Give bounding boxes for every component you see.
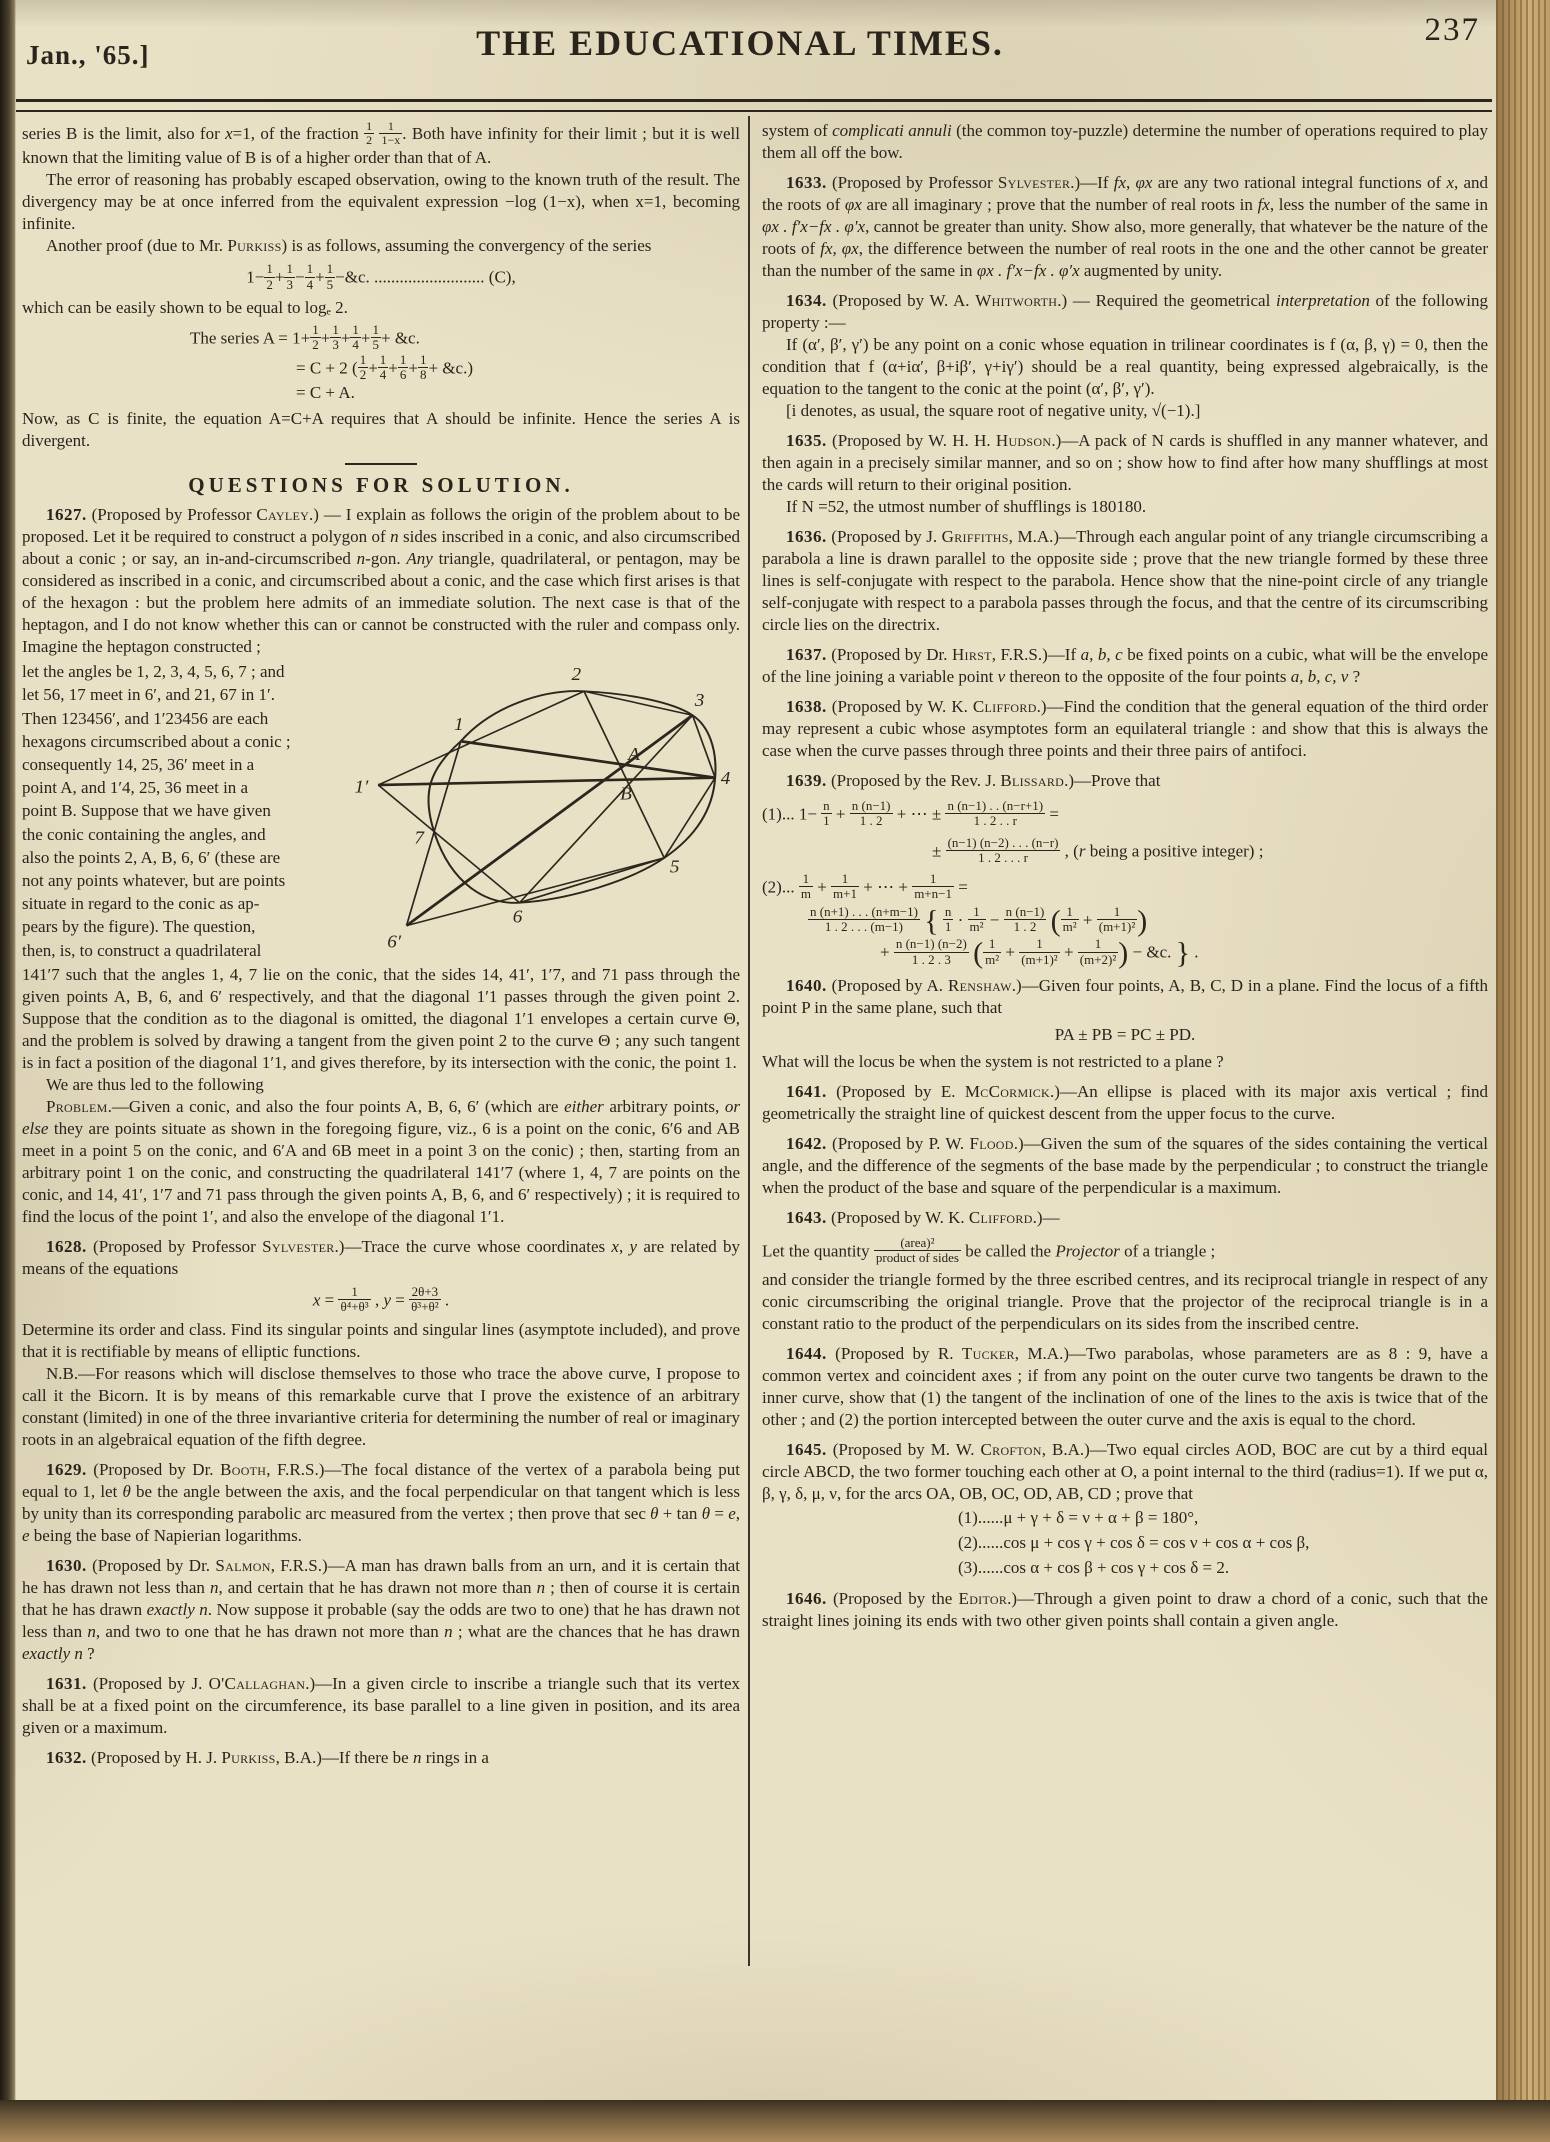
italic-text: Any xyxy=(406,549,433,569)
fraction: $\frac{1}{3}$ xyxy=(332,321,339,353)
problem-label: Problem xyxy=(46,1096,108,1116)
italic-text: n xyxy=(87,1622,96,1642)
question-1635 xyxy=(762,430,1488,496)
fraction: $\frac{n (n-1)}{1 . 2}$ xyxy=(851,798,891,829)
question-number: 1633. xyxy=(786,173,827,192)
journal-title: THE EDUCATIONAL TIMES. xyxy=(476,23,1004,63)
italic-text: e xyxy=(728,1504,736,1524)
issue-date: Jan., '65.] xyxy=(26,40,150,70)
italic-text: fx xyxy=(1113,173,1127,192)
fraction: $\frac{n (n-1) . . (n-r+1)}{1 . 2 . . r}$ xyxy=(947,798,1044,829)
question-1631 xyxy=(22,1673,740,1739)
equation-1639-2c: + $\frac{n (n-1) (n-2)}{1 . 2 . 3}$ ( $\frac{1}{\text{m²}}$ + $\frac{1}{\text{(m+1)²}}$ + $\frac{1}{\text{(m+2)²}}$ ) − &c. } . xyxy=(880,936,1199,970)
fraction: $\frac{1}{\text{θ⁴+θ³}}$ xyxy=(340,1283,369,1315)
proposer-name: Whitworth xyxy=(975,291,1058,310)
fraction: $\frac{n (n-1) (n-2)}{1 . 2 . 3}$ xyxy=(895,936,967,967)
question-text: A man has drawn balls from an urn, and it is certain that he has drawn not less than n, and certain that he has drawn not more than n ; then of course it is certain that he has drawn exactly n. Now suppose it probable (say the odds are two to one) that he has drawn not less than n, and two to one that he has drawn not more than n ; what are the chances that he has drawn exactly n ? xyxy=(22,1556,740,1664)
figure-label-4: 4 xyxy=(720,768,731,788)
proposer-name: Cayley xyxy=(256,505,310,525)
proposer-prefix: (Proposed by Dr. xyxy=(826,645,952,664)
question-number: 1644. xyxy=(786,1343,827,1363)
proposer-name: McCormick xyxy=(964,1081,1051,1101)
line-2-5 xyxy=(584,691,664,858)
line-3-4 xyxy=(693,715,716,778)
equation-1640: PA ± PB = PC ± PD. xyxy=(1054,1024,1196,1044)
intro-p3-pre: Another proof (due to Mr. xyxy=(46,236,228,256)
italic-text: v xyxy=(997,667,1006,686)
figure-label-1-prime: 1′ xyxy=(354,777,369,797)
fraction: $\frac{n}{1}$ xyxy=(823,798,830,829)
question-text: Trace the curve whose coordinates x, y are related by means of the equations xyxy=(22,1236,741,1278)
question-text: Given the sum of the squares of the sides containing the vertical angle, and the difference of the segments of the base made by the perpendicular ; to construct the triangle when the product of the base and square of the perpendicular is a maximum. xyxy=(762,1133,1488,1197)
italic-text: x xyxy=(611,1236,619,1256)
proposer-name: Sylvester xyxy=(262,1236,335,1256)
fraction: $\frac{(n-1) (n-2) . . . (n-r)}{1 . 2 . . . r}$ xyxy=(947,834,1059,865)
fraction: $\frac{1}{4}$ xyxy=(352,321,359,353)
italic-text: or else xyxy=(22,1096,740,1138)
proposer-prefix: (Proposed by Professor xyxy=(86,1236,263,1256)
header-rule xyxy=(16,99,1492,112)
proposer-suffix: .)— xyxy=(1032,1207,1060,1227)
fraction: $\frac{1}{2}$ xyxy=(359,351,367,382)
intro-p3-post: ) is as follows, assuming the convergency of the series xyxy=(281,236,652,256)
figure-label-B: B xyxy=(620,784,632,804)
italic-text: complicati annuli xyxy=(832,121,952,140)
series-c-equation: 1− $\frac{1}{2}$ + $\frac{1}{3}$ − $\frac{1}{4}$ + $\frac{1}{5}$ −&c. .......................... (C), xyxy=(246,261,516,292)
question-number: 1641. xyxy=(786,1081,827,1101)
fraction: $\frac{1}{\text{m²}}$ xyxy=(985,936,1000,967)
figure-side-line: let the angles be 1, 2, 3, 4, 5, 6, 7 ; and xyxy=(22,662,285,682)
proposer-prefix: (Proposed by A. xyxy=(826,975,948,995)
fraction: $\frac{1}{m+1}$ xyxy=(833,871,857,902)
question-text: If there be n rings in a xyxy=(338,1748,489,1768)
question-1628-nb: N.B.—For reasons which will disclose themselves to those who trace the above curve, I propose to call it the Bicorn. It is by means of this remarkable curve that I prove the existence of an arbitrary constant (limited) in one of the three invariantive criteria for determining the number of real or imaginary roots in an algebraical equation of the fifth degree. xyxy=(22,1364,740,1450)
proposer-prefix: (Proposed by W. H. H. xyxy=(826,431,996,450)
series-a-block xyxy=(190,323,740,404)
question-number: 1627. xyxy=(46,505,87,525)
proposer-suffix: .) — xyxy=(309,505,346,525)
figure-side-line: Then 123456′, and 1′23456 are each xyxy=(22,708,269,728)
italic-text: Projector xyxy=(1055,1241,1120,1261)
question-1634 xyxy=(762,290,1488,334)
section-heading: QUESTIONS FOR SOLUTION. xyxy=(188,473,574,498)
question-1643-continuation: and consider the triangle formed by the three escribed centres, and its reciprocal triangle in respect of any conic circumscribing the original triangle. Prove that the projector of the reciprocal triangle is in a constant ratio to the product of the perpendiculars on its sides from the inscribed centre. xyxy=(762,1269,1488,1333)
proposer-suffix: , F.R.S.)— xyxy=(991,645,1065,664)
question-text: Prove that xyxy=(1091,771,1161,790)
question-1638 xyxy=(762,696,1488,762)
question-1637 xyxy=(762,644,1488,688)
question-1634-note: [i denotes, as usual, the square root of negative unity, √(−1).] xyxy=(786,401,1201,420)
italic-text: θ xyxy=(650,1504,659,1524)
question-text: Required the geometrical interpretation of the following property :— xyxy=(762,291,1488,332)
big-delimiter: ) xyxy=(1118,936,1129,970)
proposer-name: Blissard xyxy=(1000,771,1065,790)
proposer-prefix: (Proposed by M. W. xyxy=(826,1439,981,1459)
question-1646 xyxy=(762,1588,1488,1632)
figure-side-line: hexagons circumscribed about a conic ; xyxy=(22,731,291,751)
proposer-suffix: .)— xyxy=(1050,1081,1077,1101)
intro-paragraph-1: series B is the limit, also for x=1, of the fraction $\frac{1}{2}$ $\frac{1}{1-x}$ . Both have infinity for their limit ; but it is well known that the limiting value of B is of a higher order than that of A. xyxy=(22,119,740,168)
series-a-line-3: = C + A. xyxy=(296,383,355,403)
fraction: $\frac{n}{1}$ xyxy=(944,903,952,935)
big-delimiter: ( xyxy=(973,936,984,970)
question-number: 1636. xyxy=(786,527,827,546)
figure-side-line: let 56, 17 meet in 6′, and 21, 67 in 1′. xyxy=(22,685,275,705)
question-number: 1629. xyxy=(46,1460,87,1480)
proposer-suffix: , M.A.)— xyxy=(1014,1343,1086,1363)
italic-text: y xyxy=(383,1290,391,1310)
proposer-name: Clifford xyxy=(968,1207,1033,1227)
proposer-name: Renshaw xyxy=(947,975,1012,995)
fraction: $\frac{1}{2}$ xyxy=(312,321,319,353)
proposer-name: Salmon xyxy=(215,1556,271,1576)
italic-text: φx . f′x−fx . φ′x xyxy=(976,261,1080,280)
proposer-prefix: (Proposed by W. K. xyxy=(826,697,973,716)
figure-label-2: 2 xyxy=(571,664,582,684)
fraction: $\frac{1}{m+n-1}$ xyxy=(914,871,952,902)
intro-paragraph-3 xyxy=(22,235,740,257)
proposer-name: Clifford xyxy=(972,697,1037,716)
question-text: A pack of N cards is shuffled in any manner whatever, and then again in a precisely similar manner, and so on ; show how to find after how many shufflings at most the cards will return to their original position. xyxy=(762,431,1488,494)
question-number: 1637. xyxy=(786,645,827,664)
fraction: $\frac{n (n-1)}{1 . 2}$ xyxy=(1005,903,1045,935)
proposer-suffix: , B.A.)— xyxy=(1041,1439,1107,1459)
figure-label-1: 1 xyxy=(454,714,464,734)
italic-text: a, b, c xyxy=(1080,645,1123,664)
question-1633 xyxy=(762,172,1488,282)
italic-text: n xyxy=(444,1622,453,1642)
figure-side-line: pears by the figure). The question, xyxy=(22,917,256,937)
question-number: 1639. xyxy=(786,771,827,790)
italic-text: x xyxy=(312,1290,321,1310)
italic-text: r xyxy=(1078,841,1086,861)
question-1640 xyxy=(762,975,1488,1019)
question-1630 xyxy=(22,1555,740,1665)
proposer-name: Crofton xyxy=(980,1439,1042,1459)
italic-text: x xyxy=(1446,173,1454,192)
question-number: 1643. xyxy=(786,1207,827,1227)
column-divider xyxy=(748,116,750,1966)
fraction: $\frac{1}{\text{m²}}$ xyxy=(1062,903,1077,935)
question-number: 1646. xyxy=(786,1588,827,1608)
equation-1645-1: (1)......μ + γ + δ = ν + α + β = 180°, xyxy=(958,1507,1199,1527)
proposer-name: Hudson xyxy=(995,431,1052,450)
proposer-name: Griffiths xyxy=(941,527,1009,546)
intro-log-line: which can be easily shown to be equal to logₑ 2. xyxy=(22,297,348,317)
question-1627 xyxy=(22,504,740,658)
proposer-name: Sylvester xyxy=(997,173,1071,192)
big-delimiter: ) xyxy=(1137,904,1148,938)
book-spine-edge xyxy=(0,0,16,2142)
proposer-prefix: (Proposed by the xyxy=(826,1588,959,1608)
fraction: $\frac{1}{6}$ xyxy=(399,351,407,382)
left-column xyxy=(22,120,740,1769)
fraction: $\frac{1}{\text{(m+1)²}}$ xyxy=(1021,936,1058,967)
proposer-suffix: .)— xyxy=(1064,771,1092,790)
fraction: $\frac{2\theta+3}{\text{θ³+θ²}}$ xyxy=(411,1283,439,1315)
question-number: 1630. xyxy=(46,1556,87,1576)
italic-text: x xyxy=(225,123,233,143)
italic-text: n xyxy=(536,1578,546,1598)
proposer-prefix: (Proposed by W. K. xyxy=(826,1207,969,1227)
question-number: 1645. xyxy=(786,1439,827,1459)
proposer-suffix: .)— xyxy=(305,1674,333,1694)
question-text: If a, b, c be fixed points on a cubic, what will be the envelope of the line joining a variable point v thereon to the opposite of the four points a, b, c, v ? xyxy=(762,645,1489,686)
proposer-prefix: (Proposed by Dr. xyxy=(86,1556,216,1576)
figure-label-5: 5 xyxy=(669,857,680,877)
proposer-suffix: .)— xyxy=(1011,975,1039,995)
proposer-suffix: , M.A.)— xyxy=(1008,527,1077,546)
series-a-line-2: = C + 2 ( $\frac{1}{2}$ + $\frac{1}{4}$ + $\frac{1}{6}$ + $\frac{1}{8}$ + &c.) xyxy=(296,351,473,382)
italic-text: exactly n xyxy=(22,1644,83,1664)
question-1632 xyxy=(22,1747,740,1769)
figure-label-6: 6 xyxy=(512,907,523,927)
question-text: An ellipse is placed with its major axis vertical ; find geometrically the straight line of quickest descent from the upper focus to the curve. xyxy=(762,1081,1489,1123)
question-text: Through each angular point of any triangle circumscribing a parabola a line is drawn parallel to the opposite side ; prove that the new triangle formed by these three lines is self-conjugate with respect to the parabola. Hence show that the nine-point circle of any triangle self-conjugate with respect to a parabola passes through the focus, and that the centre of its circumscribing circle lies on the directrix. xyxy=(762,527,1488,634)
proposer-prefix: (Proposed by J. xyxy=(86,1674,209,1694)
question-1642 xyxy=(762,1133,1488,1199)
question-1628-continuation: Determine its order and class. Find its singular points and singular lines (asymptote included), and prove that it is rectifiable by means of elliptic functions. xyxy=(22,1320,740,1362)
fraction: $\frac{n (n+1) . . . (n+m-1)}{1 . 2 . . . (m-1)}$ xyxy=(810,903,918,935)
equation-1639-2a: (2)... $\frac{1}{m}$ + $\frac{1}{m+1}$ + ⋯ + $\frac{1}{m+n-1}$ = xyxy=(762,871,968,902)
line-2-3 xyxy=(584,691,693,715)
fraction: $\frac{1}{4}$ xyxy=(379,351,387,382)
figure-side-line: point B. Suppose that we have given xyxy=(22,801,271,821)
proposer-prefix: (Proposed by H. J. xyxy=(86,1748,222,1768)
conic-heptagon-figure xyxy=(350,660,740,960)
fraction: $\frac{1}{\text{(m+1)²}}$ xyxy=(1098,903,1136,935)
question-text: Two equal circles AOD, BOC are cut by a third equal circle ABCD, the two former touching each other at O, a point internal to the third (radius=1). If we put α, β, γ, δ, μ, ν, for the arcs OA, OB, OC, OD, AB, CD ; prove that xyxy=(762,1439,1489,1503)
fraction: $\frac{\text{(area)²}}{\text{product of sides}}$ xyxy=(875,1234,959,1266)
italic-text: y xyxy=(629,1236,638,1256)
equation-1639-1b: ± $\frac{(n-1) (n-2) . . . (n-r)}{1 . 2 . . . r}$ , (r being a positive integer) ; xyxy=(932,834,1264,865)
italic-text: exactly n xyxy=(146,1600,208,1620)
proposer-name: Booth xyxy=(220,1460,267,1480)
series-a-line-1: The series A = 1+ $\frac{1}{2}$ + $\frac{1}{3}$ + $\frac{1}{4}$ + $\frac{1}{5}$ + &c. xyxy=(190,321,420,353)
italic-text: e xyxy=(22,1526,30,1546)
italic-text: φx . f′x−fx . φ′x xyxy=(762,217,866,236)
question-1643-definition: Let the quantity $\frac{\text{(area)²}}{\text{product of sides}}$ be called the Projector of a triangle ; xyxy=(762,1234,1216,1266)
question-1635-note: If N =52, the utmost number of shufflings is 180180. xyxy=(786,497,1147,516)
figure-side-line: situate in regard to the conic as ap- xyxy=(22,894,260,914)
page-number: 237 xyxy=(1424,12,1480,48)
intro-paragraph-2: The error of reasoning has probably escaped observation, owing to the known truth of the result. The divergency may be at once inferred from the equivalent expression −log (1−x), when x=1, becoming infinite. xyxy=(22,170,740,234)
question-1641 xyxy=(762,1081,1488,1125)
question-1634-body: If (α′, β′, γ′) be any point on a conic whose equation in trilinear coordinates is f (α, β, γ) = 0, then the condition that f (α+iα′, β+iβ′, γ+iγ′) should be a real quantity, being expressed algebraically, is the equation to the tangent to the conic at the point (α′, β′, γ′). xyxy=(762,335,1488,398)
figure-label-6-prime: 6′ xyxy=(387,932,402,952)
figure-side-text xyxy=(22,660,348,962)
proposer-suffix: .)— xyxy=(1051,431,1079,450)
question-number: 1631. xyxy=(46,1674,87,1694)
fraction: $\frac{1}{2}$ xyxy=(266,261,273,292)
question-text: I explain as follows the origin of the problem about to be proposed. Let it be required to construct a polygon of n sides inscribed in a conic, and also circumscribed about a conic ; or say, an in-and-circumscribed n-gon. Any triangle, quadrilateral, or pentagon, may be considered as inscribed in a conic, and circumscribed about a conic, and the case which first arises is that of the hexagon : but the problem here admits of an immediate solution. The next case is that of the heptagon, and I do not know whether this can or cannot be constructed with the ruler and compass only. Imagine the heptagon constructed ; xyxy=(22,505,740,657)
question-text: The focal distance of the vertex of a parabola being put equal to 1, let θ be the angle between the axis, and the focal perpendicular on that tangent which is less by unity than its corresponding parabolic arc measured from the vertex ; then prove that sec θ + tan θ = e, e being the base of Napierian logarithms. xyxy=(22,1460,741,1546)
proposer-name: Tucker xyxy=(961,1343,1015,1363)
proposer-prefix: (Proposed by P. W. xyxy=(826,1133,970,1153)
equation-1645-2: (2)......cos μ + cos γ + cos δ = cos ν + cos α + cos β, xyxy=(958,1532,1310,1552)
proposer-suffix: .) — xyxy=(1057,291,1096,310)
question-text: Through a given point to draw a chord of a conic, such that the straight lines joining its ends with two other given points shall contain a given angle. xyxy=(762,1588,1488,1630)
question-number: 1635. xyxy=(786,431,827,450)
figure-label-A: A xyxy=(628,744,640,764)
line-1-4 xyxy=(461,741,715,777)
line-1p-4 xyxy=(378,778,715,785)
question-number: 1634. xyxy=(786,291,827,310)
question-number: 1632. xyxy=(46,1748,87,1768)
problem-text: .—Given a conic, and also the four points A, B, 6, 6′ (which are either arbitrary points, or else they are points situate as shown in the foregoing figure, viz., 6 is a point on the conic, 6′6 and AB meet in a point 5 on the conic, and 6′A and 6B meet in a point 3 on the conic) ; then, starting from an arbitrary point 1 on the conic, and constructing the quadrilateral 141′7 (where 1, 4, 7 are points on the conic, and 14, 41′, 1′7 and 71 pass through the given points A, B, 6, and 6′ respectively) ; it is required to find the locus of the point 1′, and also the envelope of the diagonal 1′1. xyxy=(22,1096,740,1226)
fraction: $\frac{1}{\text{m²}}$ xyxy=(969,903,984,935)
book-bottom-edge xyxy=(0,2100,1550,2142)
line-4-5 xyxy=(664,778,715,858)
question-text: If fx, φx are any two rational integral functions of x, and the roots of φx are all imaginary ; prove that the number of real roots in fx, less the number of the same in φx . f′x−fx . φ′x, cannot be greater than unity. Show also, more generally, that whatever be the nature of the roots of fx, φx, the difference between the number of real roots in the one and the other cannot be greater than the number of the same in φx . f′x−fx . φ′x augmented by unity. xyxy=(762,173,1489,280)
big-delimiter: } xyxy=(1175,936,1191,970)
proposer-suffix: , F.R.S.)— xyxy=(270,1556,345,1576)
figure-side-line: not any points whatever, but are points xyxy=(22,870,286,890)
figure-label-7: 7 xyxy=(414,828,425,848)
equation-1639-2b: $\frac{n (n+1) . . . (n+m-1)}{1 . 2 . . . (m-1)}$ { $\frac{n}{1}$ · $\frac{1}{\text{m²}}$ − $\frac{n (n-1)}{1 . 2}$ ( $\frac{1}{\text{m²}}$ + $\frac{1}{\text{(m+1)²}}$ ) xyxy=(810,903,1148,938)
proposer-prefix: (Proposed by E. xyxy=(826,1081,965,1101)
equation-1628: x = $\frac{1}{\text{θ⁴+θ³}}$ , y = $\frac{2\theta+3}{\text{θ³+θ²}}$ . xyxy=(312,1283,450,1315)
italic-text: fx, φx xyxy=(820,239,859,258)
fraction: $\frac{1}{2}$ xyxy=(366,119,373,148)
italic-text: θ xyxy=(701,1504,711,1524)
proposer-suffix: .)— xyxy=(1013,1133,1041,1153)
big-delimiter: { xyxy=(924,904,939,938)
proposer-suffix: .)— xyxy=(1007,1588,1035,1608)
proposer-name: Purkiss xyxy=(227,236,282,256)
equation-1639-1a: (1)... 1− $\frac{n}{1}$ + $\frac{n (n-1)}{1 . 2}$ + ⋯ ± $\frac{n (n-1) . . (n-r+1)}{1 . 2 . . r}$ = xyxy=(762,798,1059,829)
line-6p-5 xyxy=(407,858,665,926)
fraction: $\frac{1}{4}$ xyxy=(306,261,314,292)
proposer-prefix: (Proposed by the Rev. J. xyxy=(826,771,1001,790)
question-number: 1640. xyxy=(786,975,827,995)
proposer-name: Hirst xyxy=(951,645,992,664)
question-1636 xyxy=(762,526,1488,636)
question-number: 1642. xyxy=(786,1133,827,1153)
fraction: $\frac{1}{5}$ xyxy=(326,261,334,292)
figure-label-3: 3 xyxy=(694,690,705,710)
question-text: Find the condition that the general equation of the third order may represent a cubic whose asymptotes form an equilateral triangle : and show that this is always the case when the curve passes through three points and their three pairs of antifoci. xyxy=(762,697,1488,760)
question-1627-continuation: 141′7 such that the angles 1, 4, 7 lie on the conic, that the sides 14, 41′, 1′7, and 71 pass through the given points A, B, 6, and 6′ respectively, and that the diagonal 1′1 passes through the given point 2. Suppose that the condition as to the diagonal is omitted, the diagonal 1′1 envelopes a certain curve Θ, and the problem is solved by drawing a tangent from the given point 2 to the curve Θ ; any such tangent is in fact a position of the diagonal 1′1, and gives therefore, by its intersection with the conic, the point 1. xyxy=(22,964,740,1072)
figure-side-line: then, is, to construct a quadrilateral xyxy=(22,940,262,960)
question-1643 xyxy=(762,1207,1488,1229)
section-rule xyxy=(345,463,417,465)
proposer-suffix: , B.A.)— xyxy=(275,1748,339,1768)
question-1639 xyxy=(762,770,1488,792)
question-number: 1638. xyxy=(786,697,827,716)
italic-text: either xyxy=(564,1096,604,1116)
line-1p-2 xyxy=(378,691,584,785)
proposer-prefix: (Proposed by J. xyxy=(826,527,942,546)
proposer-name: Flood xyxy=(969,1133,1014,1153)
question-number: 1628. xyxy=(46,1236,87,1256)
italic-text: φx xyxy=(1135,173,1153,192)
line-1p-6 xyxy=(378,785,519,903)
proposer-prefix: (Proposed by Professor xyxy=(86,505,257,525)
big-delimiter: ( xyxy=(1050,904,1061,938)
proposer-prefix: (Proposed by Professor xyxy=(826,173,998,192)
line-3-6 xyxy=(520,715,693,903)
proposer-suffix: .)— xyxy=(334,1236,362,1256)
italic-text: φx xyxy=(844,195,862,214)
question-1632-continuation: system of complicati annuli (the common toy-puzzle) determine the number of operations required to play them all off the bow. xyxy=(762,121,1488,162)
proposer-prefix: (Proposed by W. A. xyxy=(826,291,976,310)
fraction: $\frac{1}{8}$ xyxy=(419,351,427,382)
intro-paragraph-5: Now, as C is finite, the equation A=C+A requires that A should be infinite. Hence the series A is divergent. xyxy=(22,409,740,451)
italic-text: n xyxy=(356,549,366,569)
italic-text: n xyxy=(390,527,399,547)
proposer-name: Editor xyxy=(958,1588,1008,1608)
question-1627-lead: We are thus led to the following xyxy=(46,1074,264,1094)
question-text: In a given circle to inscribe a triangle such that its vertex shall be at a fixed point on the circumference, its base parallel to a line given in position, and its area given or a maximum. xyxy=(22,1674,740,1738)
italic-text: n xyxy=(209,1578,219,1598)
italic-text: fx xyxy=(1257,195,1270,214)
italic-text: n xyxy=(412,1748,422,1768)
figure-side-line: the conic containing the angles, and xyxy=(22,824,266,844)
fraction: $\frac{1}{1-x}$ xyxy=(381,119,401,148)
question-1629 xyxy=(22,1459,740,1547)
proposer-prefix: (Proposed by R. xyxy=(826,1343,962,1363)
question-1640-continuation: What will the locus be when the system is not restricted to a plane ? xyxy=(762,1051,1224,1071)
fraction: $\frac{1}{m}$ xyxy=(800,871,811,902)
italic-text: interpretation xyxy=(1276,291,1370,310)
proposer-suffix: .)— xyxy=(1070,173,1098,192)
figure-side-line: also the points 2, A, B, 6, 6′ (these are xyxy=(22,847,281,867)
figure-side-line: consequently 14, 25, 36′ meet in a xyxy=(22,754,255,774)
italic-text: θ xyxy=(122,1482,131,1502)
proposer-suffix: , F.R.S.)— xyxy=(266,1460,342,1480)
right-column xyxy=(762,120,1488,1632)
question-1627-problem xyxy=(22,1096,740,1228)
proposer-name: O'Callaghan xyxy=(208,1674,306,1694)
question-text: Two parabolas, whose parameters are as 8 : 9, have a common vertex and coincident axes ; if from any point on the outer curve two tangents be drawn to the inner curve, show that (1) the tangent of the inclination of one of the lines to the axis is twice that of the other ; and (2) the portion intercepted between the outer curve and the axis is equal to the chord. xyxy=(762,1343,1488,1429)
proposer-suffix: .)— xyxy=(1036,697,1064,716)
figure-side-line: point A, and 1′4, 25, 36 meet in a xyxy=(22,778,249,798)
equation-1645-3: (3)......cos α + cos β + cos γ + cos δ = 2. xyxy=(958,1557,1230,1577)
figure-row xyxy=(22,660,740,962)
proposer-name: Purkiss xyxy=(221,1748,276,1768)
question-1644 xyxy=(762,1343,1488,1431)
fraction: $\frac{1}{\text{(m+2)²}}$ xyxy=(1079,936,1117,967)
fraction: $\frac{1}{3}$ xyxy=(286,261,293,292)
question-text: Given four points, A, B, C, D in a plane. Find the locus of a fifth point P in the same plane, such that xyxy=(762,975,1488,1017)
question-1645 xyxy=(762,1439,1488,1505)
book-fore-edge xyxy=(1496,0,1550,2142)
fraction: $\frac{1}{5}$ xyxy=(372,321,379,353)
proposer-prefix: (Proposed by Dr. xyxy=(86,1460,221,1480)
italic-text: a, b, c, v xyxy=(1290,667,1349,686)
question-1628 xyxy=(22,1236,740,1280)
